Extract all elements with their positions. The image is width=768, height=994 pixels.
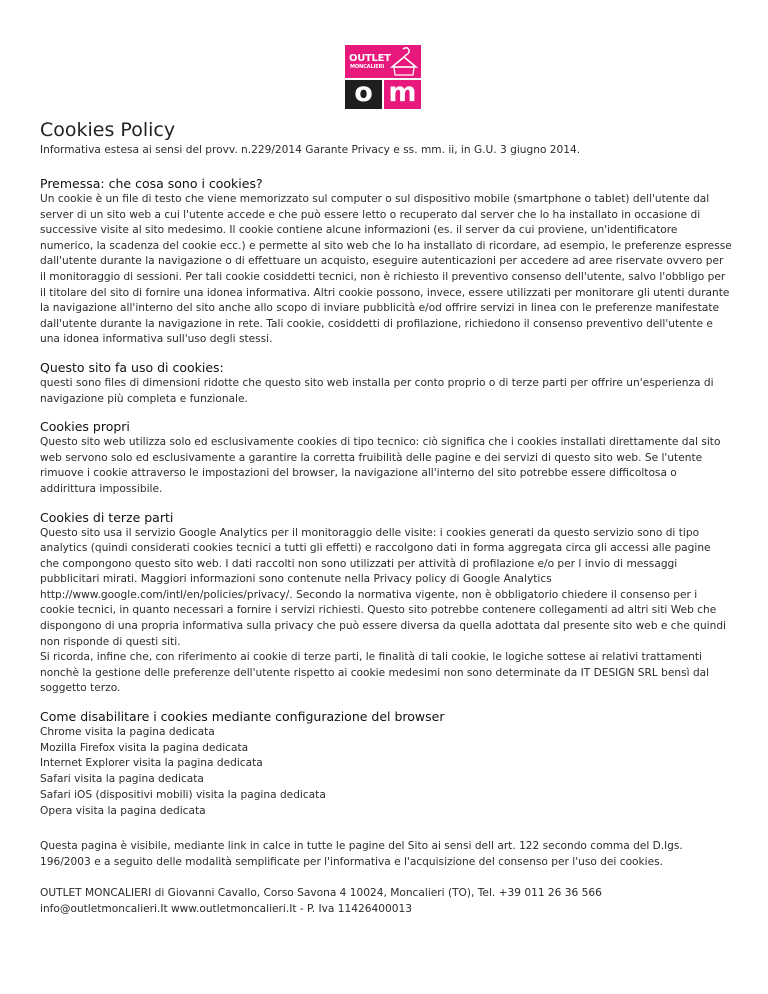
company-contacts: info@outletmoncalieri.It www.outletmoncalieri.It - P. Iva 11426400013: [40, 903, 412, 916]
shopping-bag-hanger-icon: [389, 45, 419, 78]
section-heading: Premessa: che cosa sono i cookies?: [40, 176, 263, 191]
browser-link-safari-ios[interactable]: Safari iOS (dispositivi mobili) visita la pagina dedicata: [40, 788, 326, 801]
browser-link-chrome[interactable]: Chrome visita la pagina dedicata: [40, 726, 215, 739]
logo-line-outlet: OUTLET: [349, 53, 391, 64]
section-heading: Come disabilitare i cookies mediante configurazione del browser: [40, 709, 445, 725]
section-heading: Questo sito fa uso di cookies:: [40, 359, 224, 375]
body-text: Questo sito usa il servizio Google Analytics per il monitoraggio delle visite: i cookies generati da questo servizio sono di tipo analytics (quindi considerati cookies tecnici a tutti gli effetti) e raccolgono dati in forma aggregata circa gli accessi alle pagine che compongono questo sito web. I dati raccolti non sono utilizzati per attività di profilazione e/o per l invio di messaggi pubblicitari mirati. Maggiori informazioni sono contenute nella Privacy policy di Google Analytics: [40, 526, 711, 586]
section-body: questi sono files di dimensioni ridotte che questo sito web installa per conto proprio o di terze parti per offrire un'esperienza di navigazione più completa e funzionale.: [40, 376, 714, 405]
logo-line-moncalieri: MONCALIERI: [350, 64, 385, 70]
section-uso-cookies: [40, 359, 732, 407]
outlet-moncalieri-logo: [345, 45, 421, 109]
section-body: Questo sito web utilizza solo ed esclusivamente cookies di tipo tecnico: ciò significa che i cookies installati direttamente dal sito web servono solo ed esclusivamente a garantire la corretta fruibilità delle pagine e dei servizi di questo sito web. Se l'utente rimuove i cookie attraverso le impostazioni del browser, la navigazione all'interno del sito potrebbe essere difficoltosa o addirittura impossibile.: [40, 436, 721, 495]
browser-link-safari[interactable]: Safari visita la pagina dedicata: [40, 773, 204, 786]
section-cookies-terze-parti: [40, 509, 732, 698]
browser-link-opera[interactable]: Opera visita la pagina dedicata: [40, 804, 206, 817]
section-body: [40, 526, 732, 651]
footer-note: Questa pagina è visibile, mediante link in calce in tutte le pagine del Sito ai sensi dell art. 122 secondo comma del D.lgs. 196/2003 e a seguito delle modalità semplificate per l'informativa e l'acquisizione del consenso per l'uso dei cookies.: [40, 840, 683, 868]
browser-link-firefox[interactable]: Mozilla Firefox visita la pagina dedicata: [40, 741, 249, 754]
company-address: OUTLET MONCALIERI di Giovanni Cavallo, Corso Savona 4 10024, Moncalieri (TO), Tel. +39 011 26 36 566: [40, 887, 602, 900]
section-heading: Cookies di terze parti: [40, 509, 174, 525]
section-heading: Cookies propri: [40, 419, 130, 435]
section-body-closing: Si ricorda, infine che, con riferimento ai cookie di terze parti, le finalità di tali cookie, le logiche sottese ai relativi trattamenti nonchè la gestione delle preferenze dell'utente rispetto ai cookie medesimi non sono determinate da IT DESIGN SRL bensì dal soggetto terzo.: [40, 651, 710, 695]
section-premessa: [40, 175, 732, 348]
page-subtitle: Informativa estesa ai sensi del provv. n.229/2014 Garante Privacy e ss. mm. ii, in G.U. 3 giugno 2014.: [40, 144, 581, 156]
footer-company-info: [40, 886, 732, 917]
section-body: Un cookie è un file di testo che viene memorizzato sul computer o sul dispositivo mobile (smartphone o tablet) dell'utente dal server di un sito web a cui l'utente accede e che può essere letto o recuperato dal server che lo ha installato in occasione di successive visite al sito medesimo. Il cookie contiene alcune informazioni (es. il server da cui proviene, un'identificatore numerico, la scadenza del cookie ecc.) e permette al sito web che lo ha installato di ricordare, ad esempio, le preferenze espresse dall'utente durante la navigazione o di effettuare un acquisto, eseguire autenticazioni per accedere ad aree riservate ovvero per il monitoraggio di sessioni. Per tali cookie cosiddetti tecnici, non è richiesto il preventivo consenso dell'utente, salvo l'obbligo per il titolare del sito di fornire una idonea informativa. Altri cookie possono, invece, essere utilizzati per monitorare gli utenti durante la navigazione all'interno del sito anche allo scopo di inviare pubblicità e/od offrire servizi in linea con le preferenze manifestate dall'utente durante la navigazione in rete. Tali cookie, cosiddetti di profilazione, richiedono il consenso preventivo dell'utente e una idonea informativa sull'uso degli stessi.: [40, 193, 732, 346]
body-text: . Secondo la normativa vigente, non è obbligatorio chiedere il consenso per i cookie tecnici, in quanto necessari a fornire i servizi richiesti. Questo sito potrebbe contenere collegamenti ad altri siti Web che dispongono di una propria informativa sulla privacy che può essere diversa da quella adottata dal presente sito web e che quindi non risponde di questi siti.: [40, 588, 726, 648]
page-title: Cookies Policy: [40, 119, 176, 141]
section-cookies-propri: [40, 418, 732, 497]
logo-o-block: [345, 77, 382, 109]
logo-m-block: [384, 77, 421, 109]
logo-letter-m: m: [388, 77, 417, 108]
logo-letter-o: o: [354, 77, 373, 108]
section-disabilitare: [40, 708, 732, 819]
policy-content: [40, 117, 732, 918]
browser-link-ie[interactable]: Internet Explorer visita la pagina dedicata: [40, 757, 263, 770]
google-privacy-link[interactable]: http://www.google.com/intl/en/policies/privacy/: [40, 588, 290, 601]
